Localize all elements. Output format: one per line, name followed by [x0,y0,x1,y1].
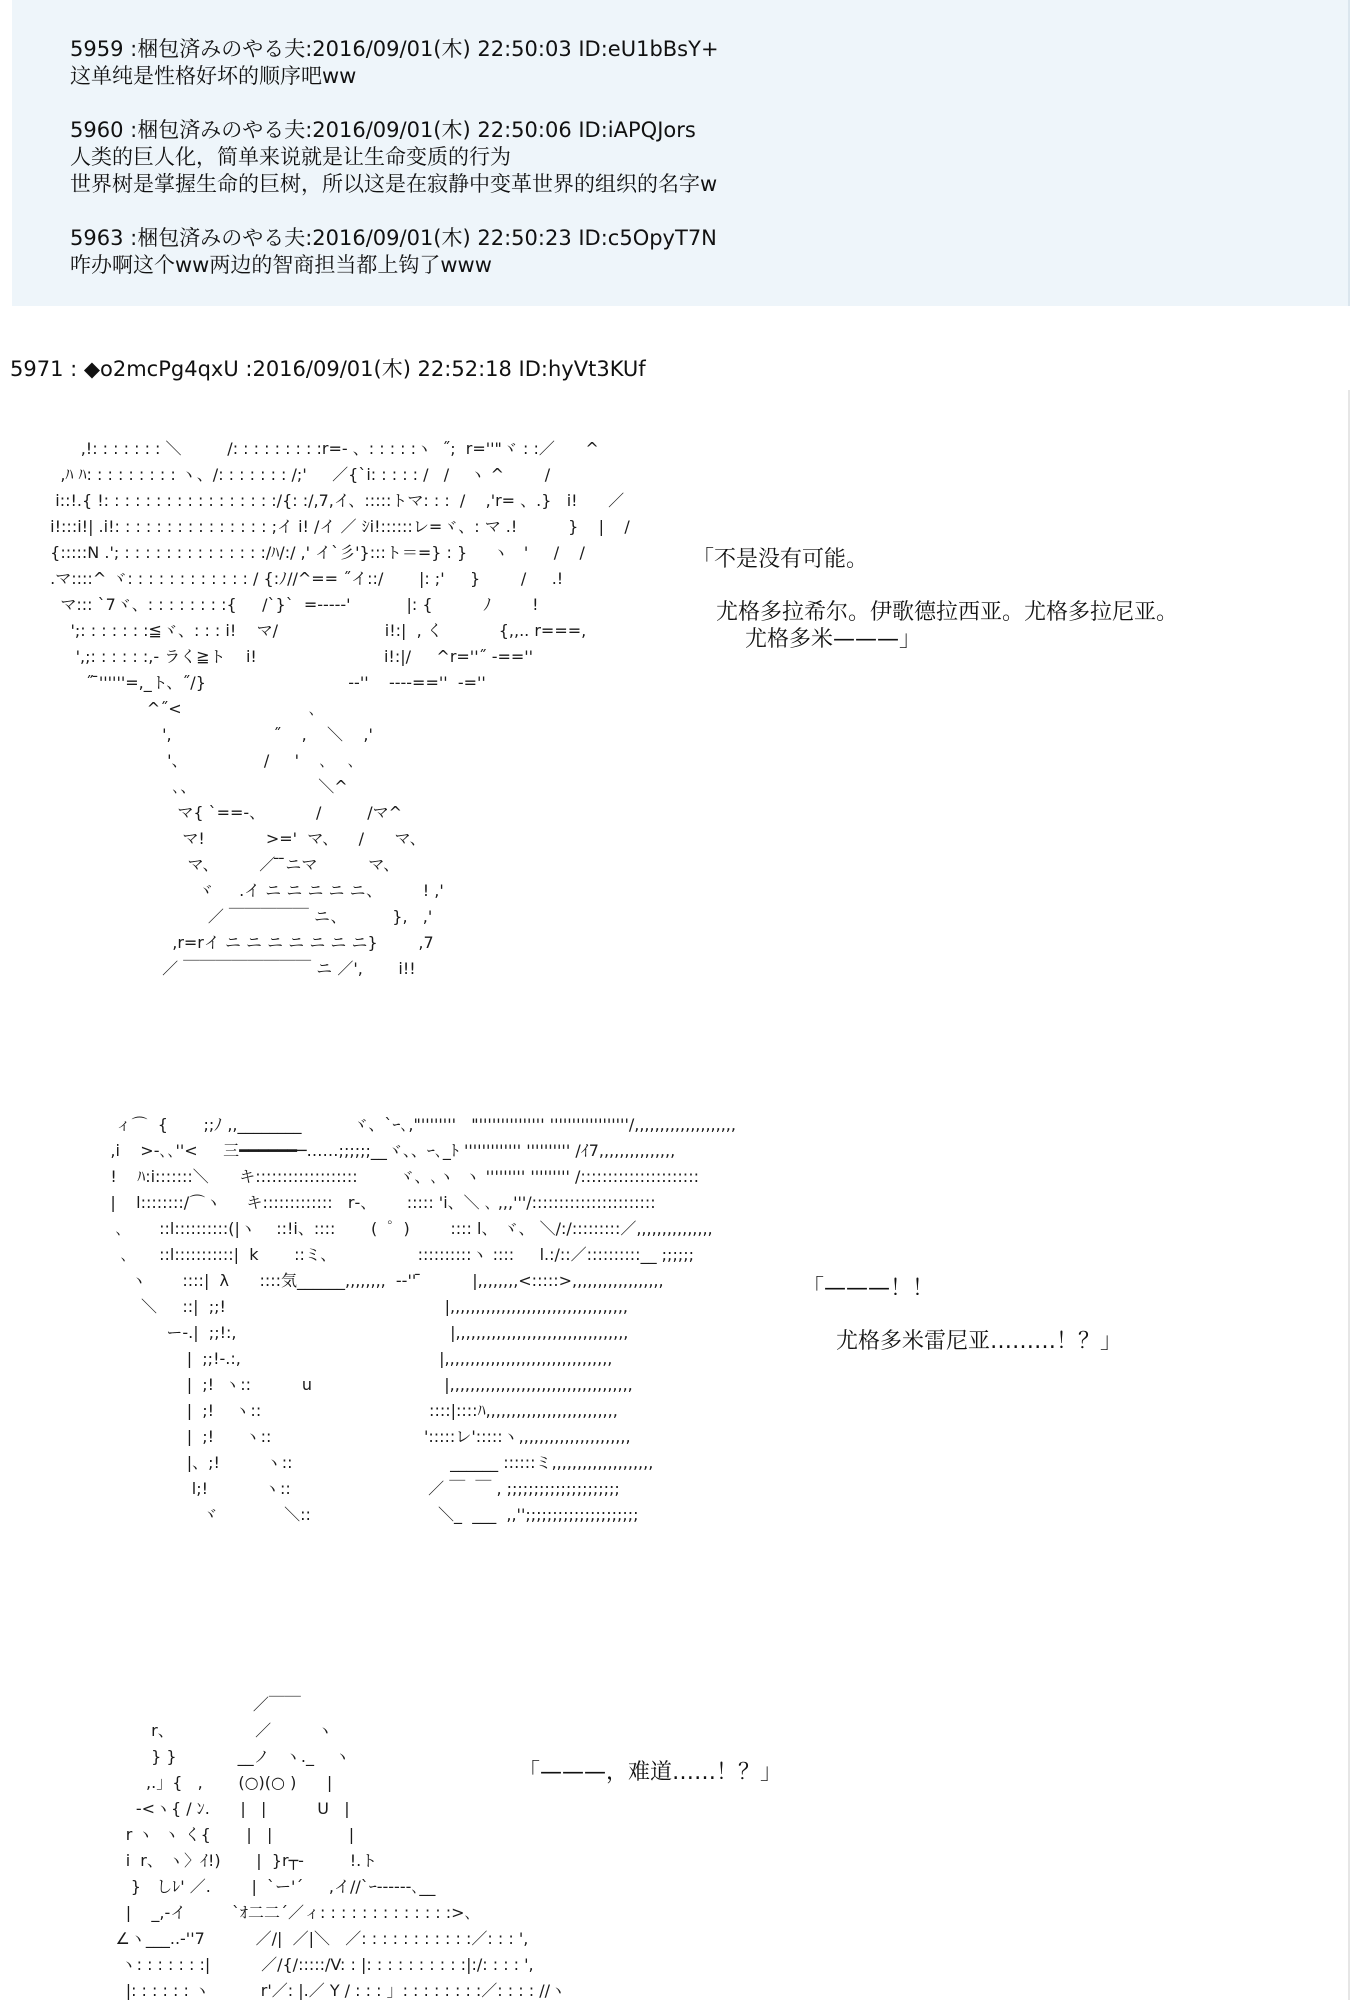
reply-text: 世界树是掌握生命的巨树，所以这是在寂静中变革世界的组织的名字w [70,172,718,196]
dialogue-line: 尤格多米雷尼亚………！？」 [836,1329,1123,1354]
dialogue-line: 「不是没有可能。 [692,547,869,572]
reply-5959 [70,36,719,90]
quoted-replies [12,0,1350,306]
ascii-art-panel-2: ィ⌒ { ;;ﾉ ,,________ ヾ、`ｰ､,"'''''''' "''''''''''''''' ''''''''''''''''''/,,,,,,,,,,,,,,,,,,,, ,i >-､､''< 三━━━━━━─……;;;;;;__ヾ、、ｰ､_ﾄ ''''''''''''' '''''''''' /ｲ7,,,,,,,,,,,,,,, ! ﾊ:i:::::::＼ キ::::::::::::::::::: ヾ、､ヽ ヽ ''''''''' ''''''''' /:::::::::::::::::::::: | l::::::::/⌒ヽ キ::::::::::::: r‐、 ::::: 'i、＼ ､ ,,,'''/::::::::::::::::::::::: ､ ::l::::::::::(|ヽ ::!i、:::: ( ゜) :::: l、 ヾ、 ＼/:/:::::::::／,,,,,,,,,,,,,,, ､ ::l:::::::::::| k ::ミ、 ::::::::::ヽ :::: l.:/::／::::::::::__ ;;;;;; ヽ ::::| λ ::::気______,,,,,,,, ‐-'' ̄ |,,,,,,,,<:::::>,,,,,,,,,,,,,,,,,, ＼ ::| ;;! |,,,,,,,,,,,,,,,,,,,,,,,,,,,,,,,,,,, ー-.| ;;!:, |,,,,,,,,,,,,,,,,,,,,,,,,,,,,,,,,,, | ;;!‐.:, |,,,,,,,,,,,,,,,,,,,,,,,,,,,,,,,,, | ;! ヽ:: u |,,,,,,,,,,,,,,,,,,,,,,,,,,,,,,,,,,,, | ;! ヽ:: ::::|::::ﾊ,,,,,,,,,,,,,,,,,,,,,,,,,, | ;! ヽ:: ':::::レ':::::ヽ,,,,,,,,,,,,,,,,,,,,,, |、;! ヽ:: ______ ::::::ミ,,,,,,,,,,,,,,,,,,,, l;! ヽ:: ／ ￣ ￣ , ;;;;;;;;;;;;;;;;;;;;; ヾ ＼:: ＼_ ___ ,,'';;;;;;;;;;;;;;;;;;;;; [110,1115,736,1524]
reply-5963 [70,225,717,279]
reply-text: 咋办啊这个ww两边的智商担当都上钩了www [70,253,492,277]
post-header: 5971 : ◆o2mcPg4qxU :2016/09/01(木) 22:52:18 ID:hyVt3KUf [10,357,646,381]
reply-header: 5959 :梱包済みのやる夫:2016/09/01(木) 22:50:03 ID:eU1bBsY+ [70,37,719,61]
reply-5960 [70,117,717,198]
reply-header: 5963 :梱包済みのやる夫:2016/09/01(木) 22:50:23 ID:c5OpyT7N [70,226,717,250]
reply-text: 这单纯是性格好坏的顺序吧ww [70,64,357,88]
ascii-art-panel-3: ／￣￣ r、 ／ ヽ } } __ノ ヽ._ ヽ ,.」{ , (○)(○ ) | -<ヽ{ / ﾝ. | | U | r ヽ ヽ く{ | | | i r、 ヽ〉ｲ!) | }r┬- !.ト } しﾚ' ／. | `ー'´ ,イ//`ｰ------､__ | _,-イ `ｵ二二´／ィ: : : : : : : : : : : : :>､ ∠ヽ___..-''7 ／/| ／|＼ ／: : : : : : : : : : :／: : : ', ヽ: : : : : : :| ／/{/:::::/V: : |: : : : : : : : : :|:/: : : : ', |: : : : : : ヽ r'／: |.／ Y / : : : 」: : : : : : : :／: : : : //ヽ [115,1695,566,2000]
reply-text: 人类的巨人化，简单来说就是让生命变质的行为 [70,145,511,169]
ascii-art-panel-1: ,!: : : : : : : ＼ /: : : : : : : : :r=‐ 、: : : : :ヽ ˝; r=''"ヾ : :／ ^ ,ﾊ ﾊ: : : : : : : : : ヽ、/: : : : : : : /;' ／{`i: : : : : / / ヽ ^ / i::!.{ !: : : : : : : : : : : : : : : : :/{: :/,7,イ、:::::トマ: : : / ,'r= 、.} i! ／ i!:::i!| .i!: : : : : : : : : : : : : : : ;イ i! /イ ／ ｼi!::::::レ=ヾ、: マ .! } | / {:::::N .'; : : : : : : : : : : : : : :/ﾊ/:/ ,' イ`彡'}:::ト＝=} : } ヽ ' / / .マ::::^ ヾ: : : : : : : : : : : : / {:ﾉ//^== ˝イ::/ |: ;' } / .! マ::: `7ヾ、: : : : : : : :{ /`}` =‐----' |: { ﾉ ! ';: : : : : : :≦ヾ、: : : i! マ/ i!:| , く {,,.. r===, ',;: : : : : :,- ラく≧ト i! i!:|/ ^r=''˝ -=='' ˝ ̄''''''=,_ト、˝/} --'' ----=='' -='' ^˝< ､ ', ˝ , ＼ ,' '、 / ' ､ ､ ､、 ＼^ マ{ `==-、 / /マ^ マ! >=' マ、 / マ、 マ、 ／ ̄ ̄ニマ マ、 ヾ .イ ニ ニ ニ ニ ニ、 ! ,' ／ ￣￣￣￣￣ ニ、 }, ,' ,r=rイ ニ ニ ニ ニ ニ ニ ニ} ,7 ／ ￣￣￣￣￣￣￣￣ ニ ／', i!! [50,439,630,978]
dialogue-line: 「———！！ [802,1276,935,1301]
dialogue-line: 尤格多拉希尔。伊歌德拉西亚。尤格多拉尼亚。 [716,600,1179,625]
dialogue-line: 尤格多米———」 [745,627,922,652]
reply-header: 5960 :梱包済みのやる夫:2016/09/01(木) 22:50:06 ID:iAPQJors [70,118,696,142]
dialogue-line: 「———，难道……！？」 [518,1760,783,1785]
